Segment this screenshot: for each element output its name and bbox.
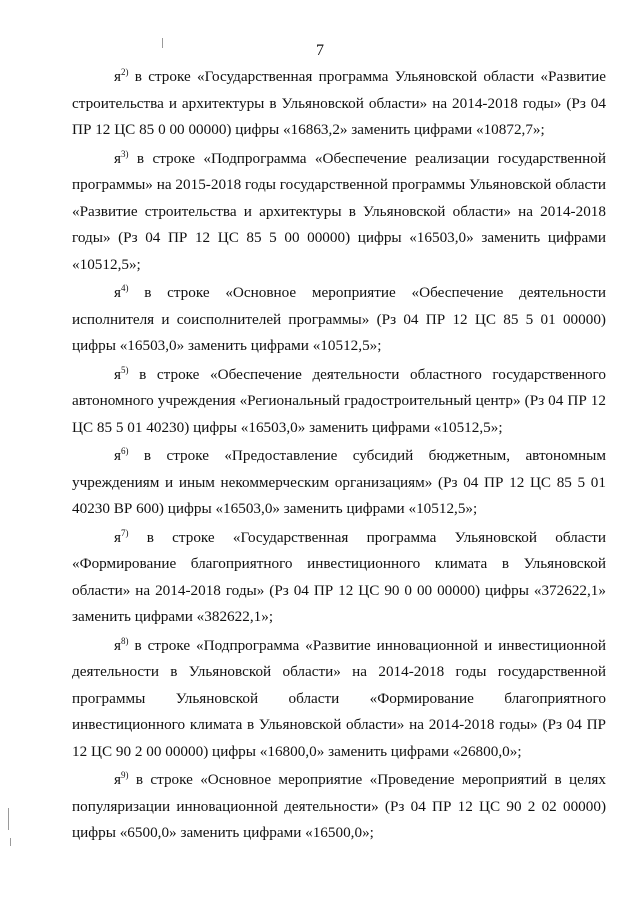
item-superscript: 7) bbox=[121, 527, 129, 538]
list-item bbox=[72, 362, 606, 442]
item-text: в строке «Основное мероприятие «Обеспечение деятельности исполнителя и соисполнителей программы» (Рз 04 ПР 12 ЦС 85 5 01 00000) цифры «16503,0» заменить цифрами «10512,5»; bbox=[72, 284, 606, 354]
item-letter: я bbox=[114, 447, 121, 464]
list-item bbox=[72, 525, 606, 631]
scan-mark-left bbox=[8, 808, 9, 830]
item-text: в строке «Подпрограмма «Развитие инновационной и инвестиционной деятельности в Ульяновской области» на 2014-2018 годы государственной программы Ульяновской области «Формирование благоприятного инвестиционного климата в Ульяновской области» на 2014-2018 годы» (Рз 04 ПР 12 ЦС 90 2 00 00000) цифры «16800,0» заменить цифрами «26800,0»; bbox=[72, 636, 606, 760]
item-text: в строке «Государственная программа Ульяновской области «Развитие строительства и архитектуры в Ульяновской области» на 2014-2018 годы» (Рз 04 ПР 12 ЦС 85 0 00 00000) цифры «16863,2» заменить цифрами «10872,7»; bbox=[72, 68, 606, 138]
item-letter: я bbox=[114, 149, 121, 167]
item-text: в строке «Государственная программа Ульяновской области «Формирование благоприятного инвестиционного климата в Ульяновской области» на 2014-2018 годы» (Рз 04 ПР 12 ЦС 90 0 00 00000) цифры «372622,1» заменить цифрами «382622,1»; bbox=[72, 528, 606, 625]
item-letter: я bbox=[114, 284, 121, 301]
item-text: в строке «Предоставление субсидий бюджетным, автономным учреждениям и иным некоммерческим организациям» (Рз 04 ПР 12 ЦС 85 5 01 40230 ВР 600) цифры «16503,0» заменить цифрами «10512,5»; bbox=[72, 447, 606, 517]
list-item bbox=[72, 443, 606, 523]
list-item bbox=[72, 146, 606, 279]
item-letter: я bbox=[114, 365, 121, 383]
item-letter: я bbox=[114, 636, 121, 654]
item-superscript: 2) bbox=[121, 67, 129, 77]
item-letter: я bbox=[114, 771, 121, 788]
document-body bbox=[72, 64, 606, 849]
item-superscript: 5) bbox=[121, 364, 129, 375]
item-superscript: 3) bbox=[121, 148, 129, 159]
item-superscript: 6) bbox=[121, 446, 129, 456]
list-item bbox=[72, 64, 606, 144]
list-item bbox=[72, 633, 606, 766]
item-letter: я bbox=[114, 68, 121, 85]
list-item bbox=[72, 767, 606, 847]
scan-mark-left-2 bbox=[10, 838, 11, 846]
item-letter: я bbox=[114, 528, 121, 546]
item-superscript: 8) bbox=[121, 635, 129, 646]
item-superscript: 4) bbox=[121, 283, 129, 293]
page-number: 7 bbox=[316, 42, 324, 59]
list-item bbox=[72, 280, 606, 360]
item-text: в строке «Обеспечение деятельности областного государственного автономного учреждения «Региональный градостроительный центр» (Рз 04 ПР 12 ЦС 85 5 01 40230) цифры «16503,0» заменить цифрами «10512,5»; bbox=[72, 365, 606, 436]
item-text: в строке «Основное мероприятие «Проведение мероприятий в целях популяризации инновационной деятельности» (Рз 04 ПР 12 ЦС 90 2 02 00000) цифры «6500,0» заменить цифрами «16500,0»; bbox=[72, 771, 606, 841]
item-text: в строке «Подпрограмма «Обеспечение реализации государственной программы» на 2015-2018 годы государственной программы Ульяновской области «Развитие строительства и архитектуры в Ульяновской области» на 2014-2018 годы» (Рз 04 ПР 12 ЦС 85 5 00 00000) цифры «16503,0» заменить цифрами «10512,5»; bbox=[72, 149, 606, 273]
scan-mark-top bbox=[162, 38, 163, 48]
item-superscript: 9) bbox=[121, 770, 129, 780]
